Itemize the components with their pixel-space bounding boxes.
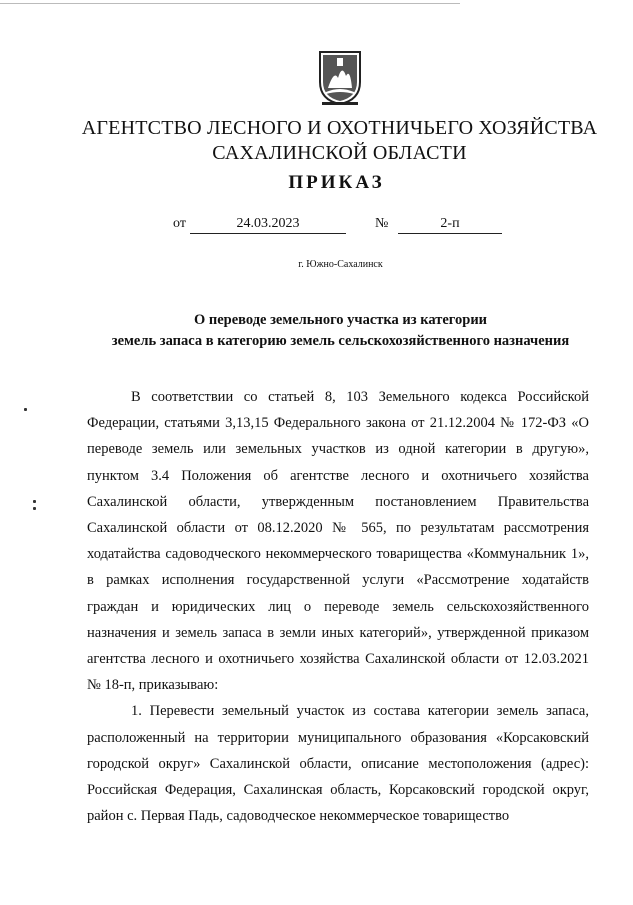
org-line-2: САХАЛИНСКОЙ ОБЛАСТИ — [212, 142, 467, 164]
subject-line-1: О переводе земельного участка из категории — [193, 312, 488, 328]
document-number: 2-п — [398, 216, 502, 234]
document-type-title: ПРИКАЗ — [288, 172, 385, 193]
organization-name — [23, 116, 633, 166]
date-number-line — [173, 216, 513, 238]
scan-speck — [33, 507, 36, 510]
body-paragraph-1: В соответствии со статьей 8, 103 Земельного кодекса Российской Федерации, статьями 3,13,15 Федерального закона от 21.12.2004 № 172-ФЗ «О переводе земель или земельных участков из одной категории в другую», пунктом 3.4 Положения об агентстве лесного и охотничьего хозяйства Сахалинской области, утвержденным постановлением Правительства Сахалинской области от 08.12.2020 № 565, по результатам рассмотрения ходатайства садоводческого некоммерческого товарищества «Коммунальник 1», в рамках исполнения государственной услуги «Рассмотрение ходатайств граждан и юридических лиц о переводе земель сельскохозяйственного назначения и земель запаса в земли иных категорий», утвержденной приказом агентства лесного и охотничьего хозяйства Сахалинской области от 12.03.2021 № 18-п, приказываю: — [87, 389, 589, 694]
org-line-1: АГЕНТСТВО ЛЕСНОГО И ОХОТНИЧЬЕГО ХОЗЯЙСТВА — [81, 117, 598, 139]
scan-speck — [24, 408, 27, 411]
subject-line-2: земель запаса в категорию земель сельскохозяйственного назначения — [111, 333, 570, 349]
sakhalin-coat-of-arms-icon — [316, 48, 364, 106]
document-subject — [24, 310, 633, 352]
document-date: 24.03.2023 — [190, 216, 346, 234]
scan-artifact-line — [0, 3, 460, 4]
number-label: № — [375, 216, 389, 231]
document-body — [87, 384, 589, 829]
date-label: от — [173, 216, 186, 231]
body-paragraph-2: 1. Перевести земельный участок из состава категории земель запаса, расположенный на территории муниципального образования «Корсаковский городской округ» Сахалинской области, описание местоположения (адрес): Российская Федерация, Сахалинская область, Корсаковский городской округ, район с. Первая Падь, садоводческое некоммерческое товарищество — [87, 703, 589, 825]
city-name: г. Южно-Сахалинск — [298, 259, 383, 270]
scan-speck — [33, 500, 36, 503]
